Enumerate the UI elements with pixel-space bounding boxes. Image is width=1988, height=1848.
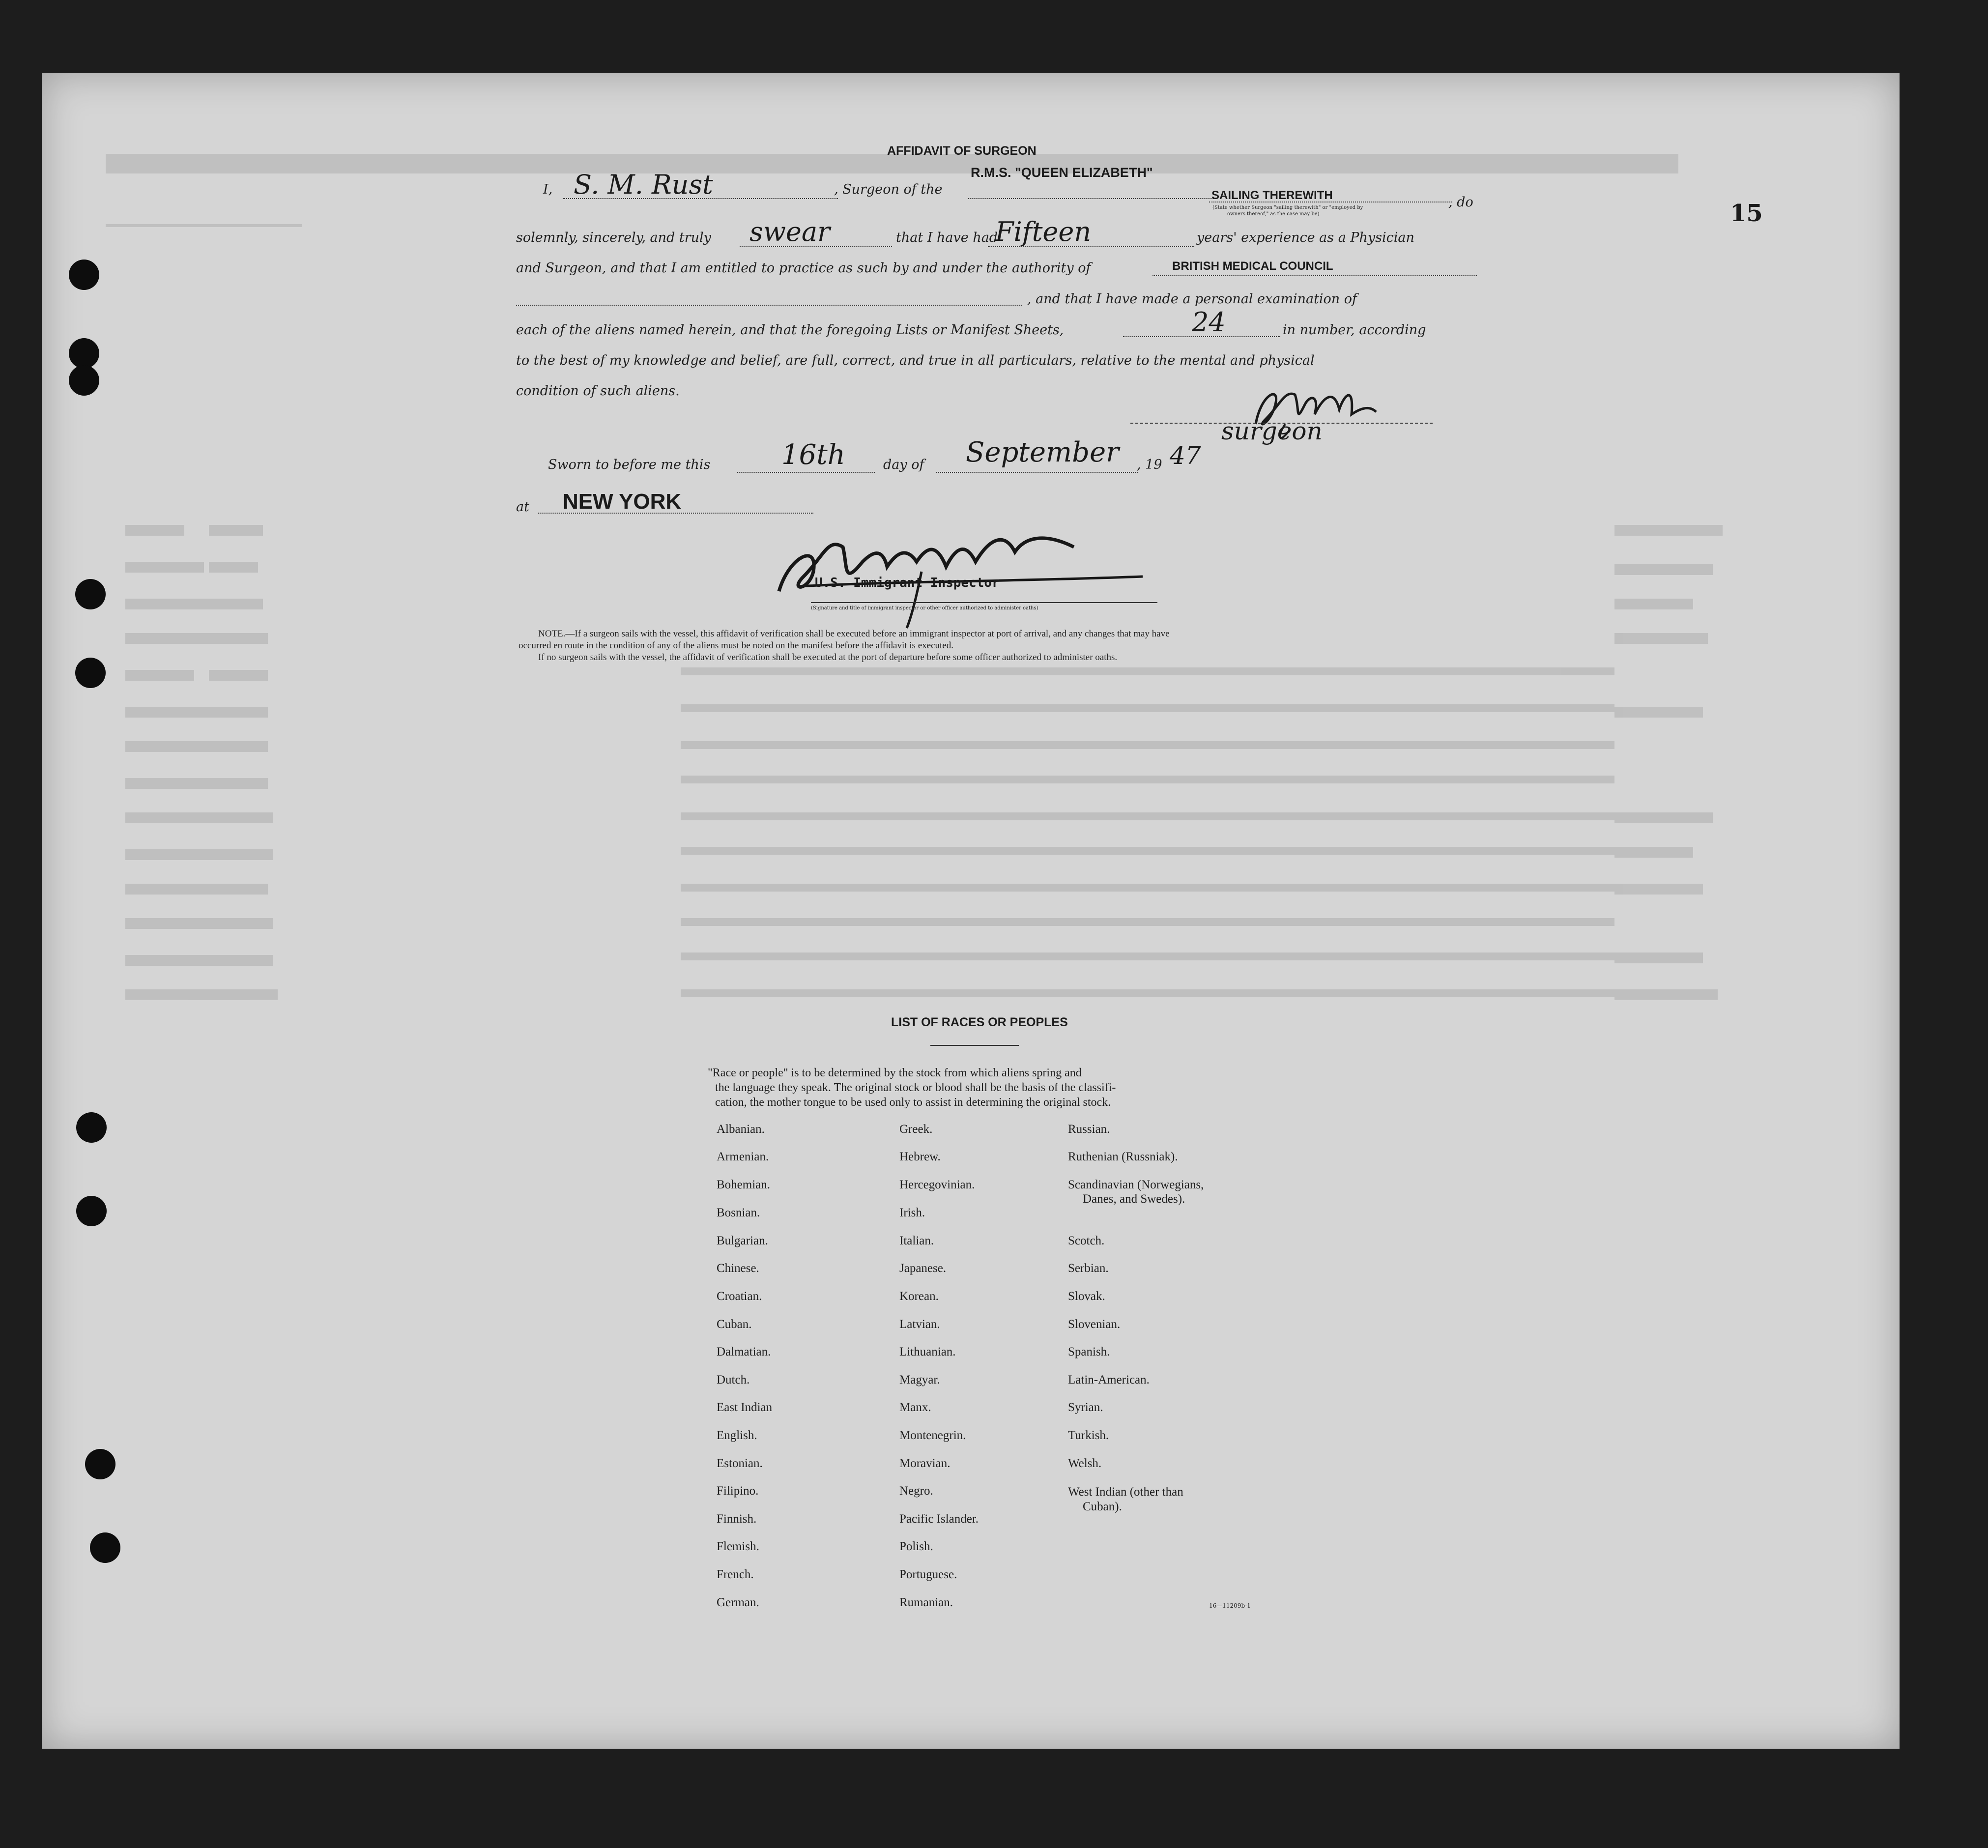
affidavit-line-5b: in number, according bbox=[1283, 322, 1426, 338]
race-item: Latvian. bbox=[899, 1318, 940, 1331]
race-item: Dalmatian. bbox=[717, 1345, 771, 1358]
affidavit-note-2: occurred en route in the condition of any of the aliens must be noted on the manifest before the affidavit is executed. bbox=[519, 640, 953, 651]
race-item: Montenegrin. bbox=[899, 1429, 966, 1442]
affidavit-line-5a: each of the aliens named herein, and that the foregoing Lists or Manifest Sheets, bbox=[516, 322, 1064, 338]
race-item: Scandinavian (Norwegians, bbox=[1068, 1178, 1204, 1191]
race-item: Estonian. bbox=[717, 1457, 763, 1470]
do-text: , do bbox=[1448, 195, 1473, 210]
sworn-year: 47 bbox=[1170, 441, 1201, 470]
sailing-status: SAILING THEREWITH bbox=[1211, 189, 1333, 202]
race-item: East Indian bbox=[717, 1401, 773, 1414]
inspector-caption: (Signature and title of immigrant inspector or other officer authorized to administer oaths) bbox=[811, 606, 1038, 611]
race-item: Polish. bbox=[899, 1540, 933, 1553]
surgeon-of-the-text: , Surgeon of the bbox=[834, 182, 943, 197]
affidavit-line-6: to the best of my knowledge and belief, are full, correct, and true in all particulars, relative to the mental and physical bbox=[516, 353, 1315, 368]
years-experience: Fifteen bbox=[995, 216, 1092, 247]
surgeon-name: S. M. Rust bbox=[574, 169, 713, 200]
inspector-signature-line bbox=[811, 602, 1157, 603]
race-item: Negro. bbox=[899, 1484, 933, 1498]
race-item: Albanian. bbox=[717, 1123, 765, 1136]
manifest-sheet-count: 24 bbox=[1192, 307, 1226, 338]
race-item: Japanese. bbox=[899, 1262, 947, 1275]
affidavit-line-2b: that I have had bbox=[896, 230, 998, 245]
sworn-text-c: , 19 bbox=[1137, 457, 1162, 472]
authority-line-continued bbox=[516, 305, 1022, 306]
sworn-month: September bbox=[966, 436, 1119, 468]
race-item: Manx. bbox=[899, 1401, 931, 1414]
oath-word: swear bbox=[749, 216, 830, 247]
race-item: Portuguese. bbox=[899, 1568, 957, 1581]
affidavit-line-3a: and Surgeon, and that I am entitled to practice as such by and under the authority of bbox=[516, 260, 1091, 276]
sheets-line bbox=[1123, 336, 1280, 337]
race-item: Slovak. bbox=[1068, 1290, 1105, 1303]
sworn-text-a: Sworn to before me this bbox=[548, 457, 711, 472]
day-line bbox=[737, 472, 875, 473]
races-intro-3: cation, the mother tongue to be used only to assist in determining the original stock. bbox=[715, 1096, 1111, 1109]
race-item: Bosnian. bbox=[717, 1206, 760, 1219]
surgeon-signature-title: surgeon bbox=[1221, 417, 1323, 445]
race-item: Hebrew. bbox=[899, 1150, 941, 1163]
race-item: Welsh. bbox=[1068, 1457, 1102, 1470]
document-page bbox=[42, 73, 1900, 1749]
race-item: German. bbox=[717, 1596, 759, 1609]
race-item: Italian. bbox=[899, 1234, 934, 1247]
race-item: Cuban). bbox=[1083, 1500, 1122, 1513]
page-number: 15 bbox=[1730, 200, 1763, 227]
race-item: Magyar. bbox=[899, 1373, 940, 1386]
race-item: Serbian. bbox=[1068, 1262, 1109, 1275]
affidavit-line-2c: years' experience as a Physician bbox=[1197, 230, 1414, 245]
affidavit-line-2a: solemnly, sincerely, and truly bbox=[516, 230, 711, 245]
race-item: English. bbox=[717, 1429, 757, 1442]
race-item: Turkish. bbox=[1068, 1429, 1109, 1442]
races-intro-1: "Race or people" is to be determined by the stock from which aliens spring and bbox=[708, 1067, 1082, 1079]
race-item: Bulgarian. bbox=[717, 1234, 768, 1247]
race-item: Russian. bbox=[1068, 1123, 1110, 1136]
race-item: West Indian (other than bbox=[1068, 1485, 1183, 1499]
ship-name: R.M.S. "QUEEN ELIZABETH" bbox=[971, 165, 1153, 180]
place-stamp: NEW YORK bbox=[563, 490, 682, 514]
race-item: Flemish. bbox=[717, 1540, 759, 1553]
surgeon-name-line bbox=[563, 198, 838, 199]
race-item: Filipino. bbox=[717, 1484, 759, 1498]
race-item: Finnish. bbox=[717, 1512, 757, 1526]
race-item: Syrian. bbox=[1068, 1401, 1103, 1414]
race-item: Irish. bbox=[899, 1206, 925, 1219]
licensing-authority: BRITISH MEDICAL COUNCIL bbox=[1172, 260, 1333, 273]
race-item: Slovenian. bbox=[1068, 1318, 1121, 1331]
affidavit-note-1: NOTE.—If a surgeon sails with the vessel, this affidavit of verification shall be executed before an immigrant inspector at port of arrival, and any changes that may have bbox=[538, 629, 1170, 639]
affidavit-line-4: , and that I have made a personal examination of bbox=[1027, 291, 1357, 307]
race-item: Ruthenian (Russniak). bbox=[1068, 1150, 1178, 1163]
form-number: 16—11209b-1 bbox=[1209, 1602, 1251, 1609]
pronoun-i: I, bbox=[543, 182, 553, 197]
inspector-title: U.S. Immigrant Inspector bbox=[815, 576, 1000, 590]
sworn-text-b: day of bbox=[883, 457, 924, 472]
race-item: Cuban. bbox=[717, 1318, 752, 1331]
race-item: Latin-American. bbox=[1068, 1373, 1150, 1386]
authority-line bbox=[1152, 275, 1477, 276]
race-item: Armenian. bbox=[717, 1150, 769, 1163]
race-item: Scotch. bbox=[1068, 1234, 1105, 1247]
sworn-day: 16th bbox=[781, 439, 845, 471]
place-line bbox=[538, 513, 813, 514]
race-item: Lithuanian. bbox=[899, 1345, 956, 1358]
oath-line bbox=[740, 246, 892, 247]
ship-line bbox=[968, 198, 1214, 199]
race-item: Bohemian. bbox=[717, 1178, 771, 1191]
month-line bbox=[936, 472, 1138, 473]
races-intro-2: the language they speak. The original stock or blood shall be the basis of the classifi- bbox=[715, 1081, 1116, 1094]
affidavit-line-7: condition of such aliens. bbox=[516, 383, 680, 399]
race-item: Moravian. bbox=[899, 1457, 951, 1470]
race-item: Hercegovinian. bbox=[899, 1178, 975, 1191]
affidavit-note-3: If no surgeon sails with the vessel, the affidavit of verification shall be executed at the port of departure before some officer authorized to administer oaths. bbox=[538, 652, 1118, 663]
inspector-signature bbox=[769, 518, 1152, 631]
race-item: French. bbox=[717, 1568, 754, 1581]
race-item: Dutch. bbox=[717, 1373, 750, 1386]
races-title-rule bbox=[930, 1045, 1019, 1046]
race-item: Pacific Islander. bbox=[899, 1512, 979, 1526]
years-line bbox=[988, 246, 1194, 247]
races-title: LIST OF RACES OR PEOPLES bbox=[891, 1015, 1068, 1029]
race-item: Greek. bbox=[899, 1123, 933, 1136]
race-item: Korean. bbox=[899, 1290, 939, 1303]
race-item: Danes, and Swedes). bbox=[1083, 1192, 1185, 1206]
sailing-note-1: (State whether Surgeon "sailing therewith" or "employed by bbox=[1212, 205, 1363, 210]
race-item: Spanish. bbox=[1068, 1345, 1110, 1358]
sailing-note-2: owners thereof," as the case may be) bbox=[1227, 211, 1320, 217]
race-item: Chinese. bbox=[717, 1262, 759, 1275]
race-item: Croatian. bbox=[717, 1290, 762, 1303]
place-prefix: at bbox=[516, 499, 529, 515]
affidavit-title: AFFIDAVIT OF SURGEON bbox=[887, 144, 1037, 158]
race-item: Rumanian. bbox=[899, 1596, 953, 1609]
